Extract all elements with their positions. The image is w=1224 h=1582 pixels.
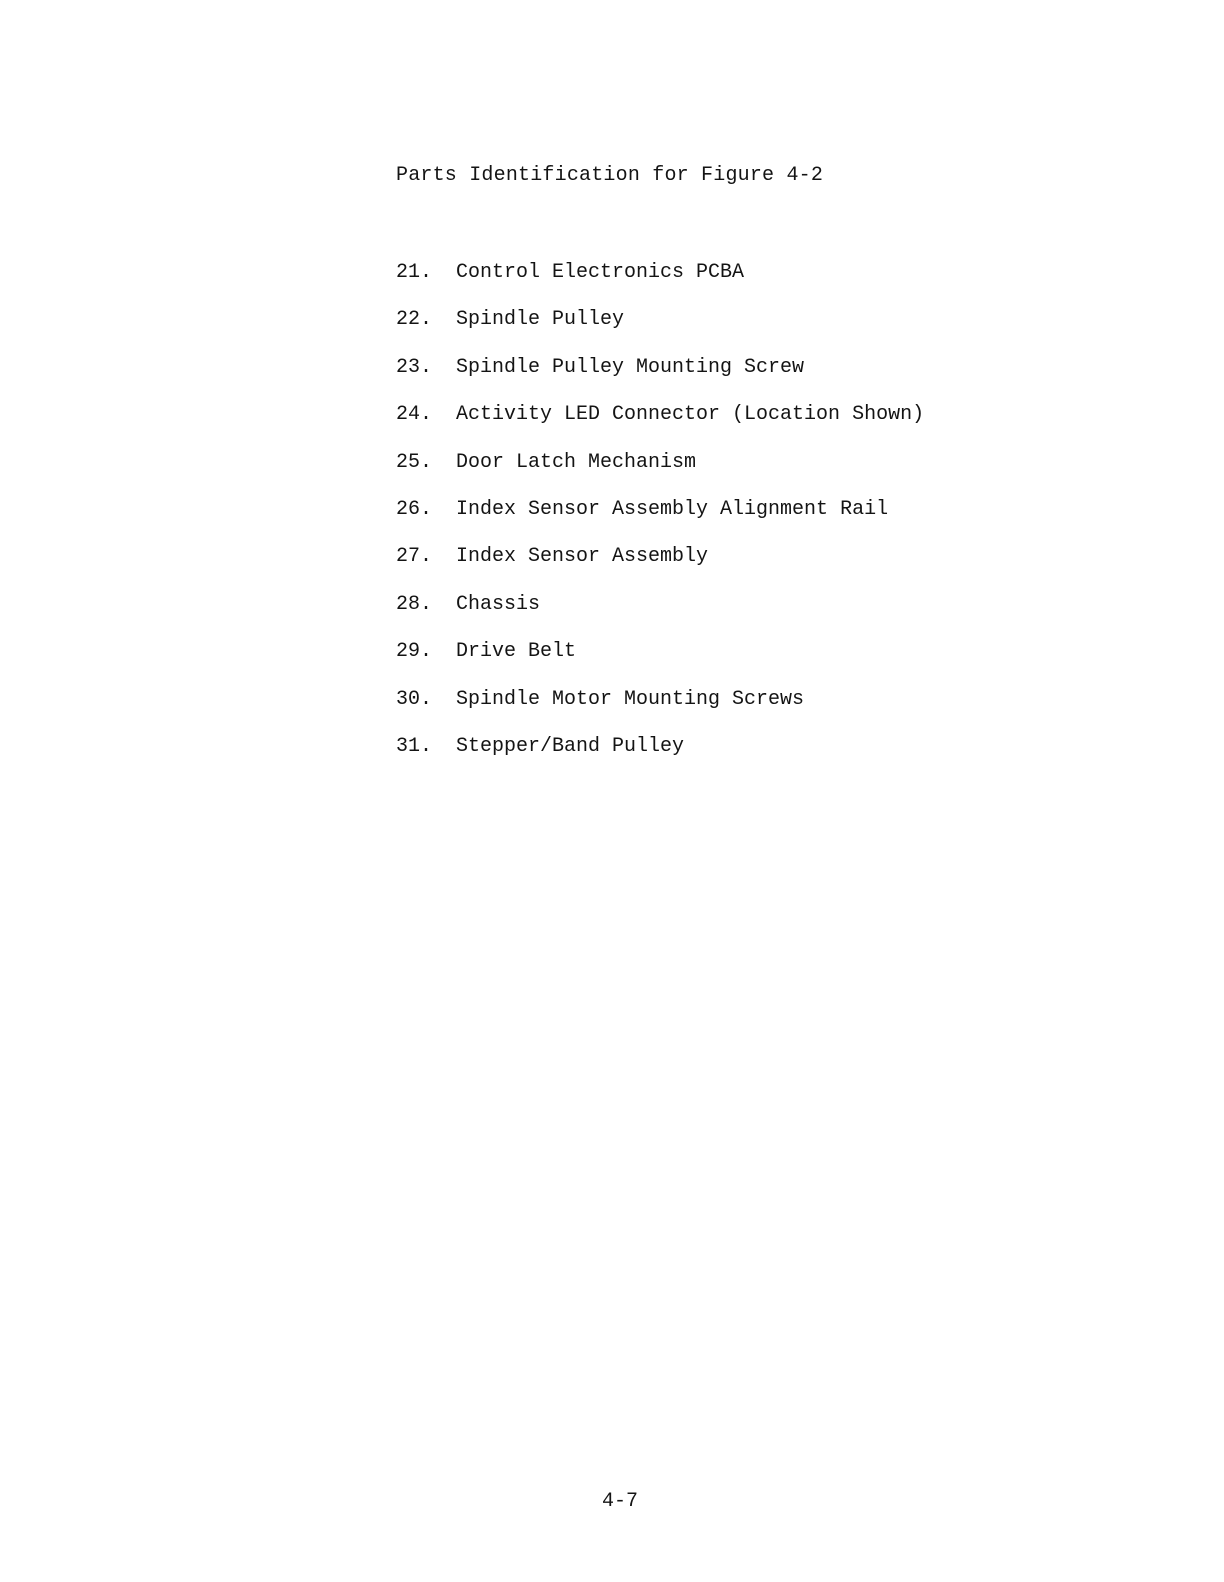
part-number: 21. (396, 261, 433, 284)
part-number: 22. (396, 308, 433, 332)
part-label: Index Sensor Assembly Alignment Rail (456, 497, 889, 521)
part-number: 30. (396, 687, 433, 711)
part-label: Activity LED Connector (Location Shown) (456, 403, 925, 427)
part-label: Index Sensor Assembly (456, 545, 709, 569)
part-number: 23. (396, 355, 433, 379)
page-title: Parts Identification for Figure 4-2 (396, 164, 824, 187)
part-number: 27. (396, 545, 433, 569)
parts-list-item (396, 401, 924, 448)
parts-list-item (396, 306, 924, 353)
part-label: Spindle Pulley (456, 308, 625, 332)
parts-list-item (396, 354, 924, 401)
part-number: 24. (396, 403, 433, 427)
part-number: 31. (396, 734, 433, 758)
part-number: 26. (396, 497, 433, 521)
part-number: 29. (396, 640, 433, 664)
parts-list-item (396, 259, 924, 306)
page-number: 4-7 (602, 1490, 639, 1513)
parts-list-item (396, 686, 924, 733)
part-label: Door Latch Mechanism (456, 450, 697, 474)
part-label: Spindle Pulley Mounting Screw (456, 355, 805, 379)
parts-list-item (396, 638, 924, 685)
part-label: Spindle Motor Mounting Screws (456, 687, 805, 711)
parts-list-item (396, 591, 924, 638)
part-number: 25. (396, 450, 433, 474)
parts-list (396, 259, 924, 780)
part-label: Control Electronics PCBA (456, 261, 745, 284)
part-label: Drive Belt (456, 640, 577, 664)
parts-list-item (396, 733, 924, 780)
parts-list-item (396, 449, 924, 496)
part-number: 28. (396, 592, 433, 616)
parts-list-item (396, 496, 924, 543)
parts-list-item (396, 543, 924, 590)
part-label: Chassis (456, 592, 541, 616)
part-label: Stepper/Band Pulley (456, 734, 685, 758)
